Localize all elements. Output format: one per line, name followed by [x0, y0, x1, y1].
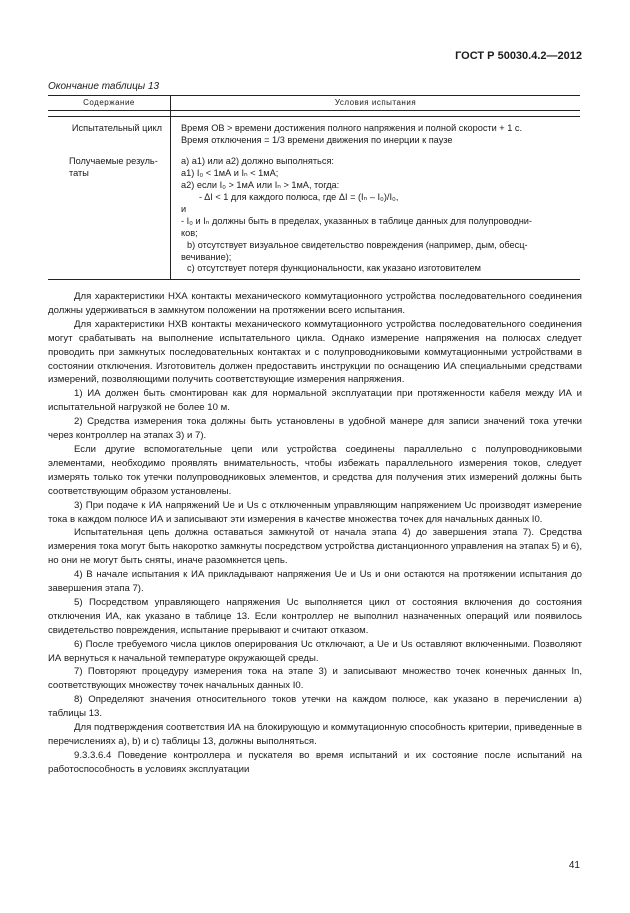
result-line: вечивание);	[181, 251, 232, 262]
paragraph: Для характеристики НХВ контакты механического коммутационного устройства последовательного соединения могут срабатывать на выполнение испытательного цикла. Однако измерение напряжения на полюсах следует проводить при замкнутых последовательных контактах и с полупроводниковыми коммутационными устройствами в состоянии отключения. Изготовитель должен предоставить инструкции по оснащению ИА специальными средствами измерений, позволяющими получить соответствующие измерения напряжения.	[48, 318, 582, 386]
paragraph: Если другие вспомогательные цепи или устройства соединены параллельно с полупроводниковыми элементами, необходимо проявлять внимательность, чтобы избежать параллельного измерения токов, следует измерять только ток утечки полупроводниковых элементов, и средства для получения этих измерений должны быть соответствующим образом установлены.	[48, 443, 582, 497]
result-line: - I₀ и Iₙ должны быть в пределах, указанных в таблице данных для полупроводни-	[181, 215, 532, 226]
result-line: c) отсутствует потеря функциональности, как указано изготовителем	[187, 263, 481, 274]
table-header-row	[48, 96, 580, 111]
paragraph: 3) При подаче к ИА напряжений Ue и Us с отключенным управляющим напряжением Uc производят измерение тока в каждом полюсе ИА и записывают эти измерения в качестве множества точек для начальных данных I0.	[48, 499, 582, 525]
result-line: ков;	[181, 227, 198, 238]
result-line: а2) если I₀ > 1мА или Iₙ > 1мА, тогда:	[181, 179, 340, 190]
result-line: а1) I₀ < 1мА и Iₙ < 1мА;	[181, 167, 279, 178]
condition-line: Время отключения = 1/3 времени движения по инерции к паузе	[181, 134, 453, 145]
paragraph: 8) Определяют значения относительного токов утечки на каждом полюсе, как указано в перечислении а) таблицы 13.	[48, 694, 582, 720]
paragraph: 5) Посредством управляющего напряжения Uc выполняется цикл от состояния включения до состояния отключения ИА, как указано в таблице 13. Если контроллер не выполнил назначенных операций или появилось свидетельство повреждения, испытание прерывают и считают отказом.	[48, 596, 582, 636]
paragraph: Испытательная цепь должна оставаться замкнутой от начала этапа 4) до завершения этапа 7). Средства измерения тока могут быть накоротко замкнуты посредством устройства дистанционного управления на этапах 5) и 6), но они не могут быть сняты, иначе разомкнется цепь.	[48, 527, 582, 567]
page-number: 41	[568, 860, 580, 871]
condition-line: Время ОВ > времени достижения полного напряжения и полной скорости + 1 с.	[181, 123, 523, 133]
result-line: b) отсутствует визуальное свидетельство повреждения (например, дым, обесц-	[187, 239, 528, 250]
section-heading: 9.3.3.6.4 Поведение контроллера и пускателя во время испытаний и их состояние после испытаний на работоспособность в условиях эксплуатации	[48, 749, 582, 775]
table-caption: Окончание таблицы 13	[48, 81, 160, 92]
conditions-table	[48, 95, 580, 280]
col-header-content: Содержание	[48, 96, 171, 111]
body-text	[48, 290, 582, 777]
table-row	[48, 117, 580, 151]
paragraph: Для подтверждения соответствия ИА на блокирующую и коммутационную способность критерии, приведенные в перечислениях а), b) и c) таблицы 13, должны выполняться.	[48, 722, 582, 747]
document-id: ГОСТ Р 50030.4.2—2012	[455, 50, 582, 62]
paragraph: 7) Повторяют процедуру измерения тока на этапе 3) и записывают множество точек конечных данных In, соответствующих множеству точек начальных данных I0.	[48, 666, 582, 692]
result-line: а) а1) или а2) должно выполняться:	[181, 155, 334, 166]
row-label-results-cont: таты	[69, 167, 89, 178]
row-label-results: Получаемые резуль-	[69, 155, 158, 166]
table-row	[48, 151, 580, 280]
result-line: - ΔI < 1 для каждого полюса, где ΔI = (Iₙ – I₀)/I₀,	[199, 191, 399, 202]
row-label-cycle: Испытательный цикл	[71, 123, 162, 133]
paragraph: Для характеристики НХА контакты механического коммутационного устройства последовательного соединения должны удерживаться в замкнутом положении на протяжении всего испытания.	[48, 291, 582, 316]
paragraph: 6) После требуемого числа циклов оперирования Uc отключают, а Ue и Us оставляют включенными. Позволяют ИА вернуться к начальной температуре окружающей среды.	[48, 638, 582, 664]
paragraph: 4) В начале испытания к ИА прикладывают напряжения Ue и Us и они остаются на протяжении испытания до завершения этапа 7).	[48, 569, 582, 595]
col-header-conditions: Условия испытания	[171, 96, 581, 111]
result-line: и	[181, 203, 187, 214]
paragraph: 1) ИА должен быть смонтирован как для нормальной эксплуатации при протяженности кабеля между ИА и испытательной нагрузкой не более 10 м.	[48, 388, 582, 414]
paragraph: 2) Средства измерения тока должны быть установлены в удобной манере для записи значений тока утечки через контроллер на этапах 3) и 7).	[48, 416, 582, 442]
